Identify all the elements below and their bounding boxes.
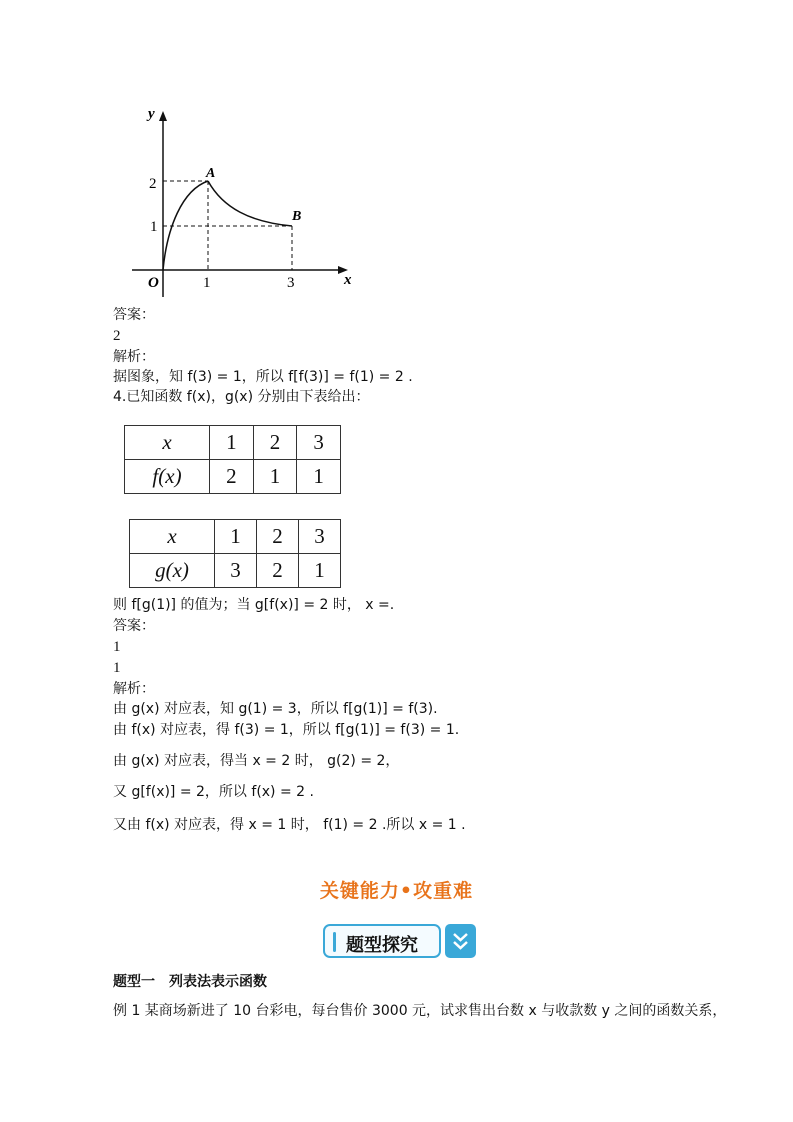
- function-graph: [120, 100, 360, 300]
- y-tick-2: 2: [149, 176, 157, 192]
- x-tick-1: 1: [203, 275, 211, 291]
- table-f-x1: 1: [210, 426, 254, 460]
- y-axis-arrow: [159, 111, 167, 121]
- table-f-v1: 2: [210, 460, 254, 494]
- analysis-line-3: 由 g(x) 对应表，得当 x = 2 时， g(2) = 2，: [113, 753, 400, 769]
- x-tick-3: 3: [287, 275, 295, 291]
- table-g-x3: 3: [299, 520, 341, 554]
- table-f: [124, 425, 341, 494]
- answer-value-q4-2: 1: [113, 660, 121, 676]
- table-g-v2: 2: [257, 554, 299, 588]
- analysis-line-1: 由 g(x) 对应表，知 g(1) = 3，所以 f[g(1)] = f(3).: [113, 701, 438, 717]
- point-b-label: B: [292, 209, 302, 224]
- analysis-label-q4: 解析：: [113, 681, 155, 697]
- table-f-x3: 3: [297, 426, 341, 460]
- table-g-x2: 2: [257, 520, 299, 554]
- analysis-line-2: 由 f(x) 对应表，得 f(3) = 1，所以 f[g(1)] = f(3) = 1.: [113, 722, 460, 738]
- topic-badge: [323, 924, 441, 958]
- table-f-x2: 2: [253, 426, 297, 460]
- analysis-line-4: 又 g[f(x)] = 2，所以 f(x) = 2 .: [113, 784, 314, 800]
- y-tick-1: 1: [150, 219, 158, 235]
- table-g-v3: 1: [299, 554, 341, 588]
- table-f-head: x: [125, 426, 210, 460]
- table-f-v3: 1: [297, 460, 341, 494]
- analysis-text-q3: 据图象，知 f(3) = 1，所以 f[f(3)] = f(1) = 2 .: [113, 369, 413, 385]
- answer-value-q4-1: 1: [113, 639, 121, 655]
- answer-value-q3: 2: [113, 328, 121, 344]
- question-4-stem: 4.已知函数 f(x)，g(x) 分别由下表给出：: [113, 389, 370, 405]
- answer-label-q4: 答案：: [113, 618, 155, 634]
- analysis-line-5: 又由 f(x) 对应表，得 x = 1 时， f(1) = 2 .所以 x = 1 .: [113, 817, 466, 833]
- table-g-v1: 3: [215, 554, 257, 588]
- answer-label-q3: 答案：: [113, 307, 155, 323]
- table-g-head: x: [130, 520, 215, 554]
- topic-badge-label: 题型探究: [346, 935, 418, 956]
- point-a-label: A: [206, 166, 216, 181]
- table-g-row-label: g(x): [130, 554, 215, 588]
- x-axis-label: x: [344, 272, 352, 288]
- example-1-text: 例 1 某商场新进了 10 台彩电，每台售价 3000 元，试求售出台数 x 与收款数 y 之间的函数关系，: [113, 1003, 727, 1019]
- analysis-label-q3: 解析：: [113, 349, 155, 365]
- origin-label: O: [148, 275, 159, 291]
- curve-a-to-b: [208, 181, 292, 226]
- table-g-x1: 1: [215, 520, 257, 554]
- y-axis-label: y: [148, 106, 155, 122]
- question-4-prompt: 则 f[g(1)] 的值为；当 g[f(x)] = 2 时， x =.: [113, 597, 395, 613]
- double-chevron-down-icon: [445, 924, 476, 958]
- table-f-v2: 1: [253, 460, 297, 494]
- type-heading: 题型一 列表法表示函数: [113, 974, 267, 990]
- section-title: 关键能力•攻重难: [319, 880, 474, 902]
- table-f-row-label: f(x): [125, 460, 210, 494]
- table-g: [129, 519, 341, 588]
